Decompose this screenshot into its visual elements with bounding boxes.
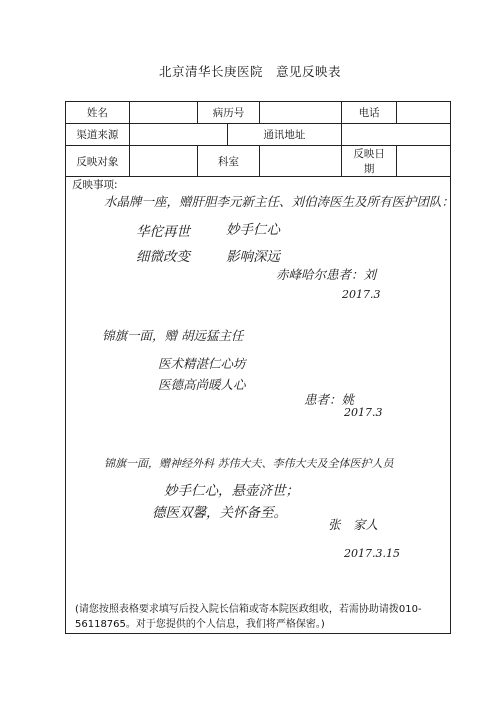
note1-line1: 水晶牌一座，赠肝胆李元新主任、刘伯涛医生及所有医护团队： (104, 194, 455, 209)
note3-line2: 妙手仁心，悬壶济世； (164, 483, 299, 499)
name-label: 姓名 (66, 102, 130, 124)
address-value (342, 124, 451, 146)
note1-signature: 赤峰哈尔患者：刘 (276, 267, 377, 282)
date-value (397, 146, 451, 177)
form-row-name (66, 102, 451, 124)
note1-line3a: 细微改变 (136, 249, 190, 265)
form-row-target (66, 146, 451, 177)
note3-signature: 张 家人 (328, 517, 379, 532)
record-number-value (260, 102, 342, 124)
address-label: 通讯地址 (227, 124, 342, 146)
phone-label: 电话 (342, 102, 397, 124)
target-label: 反映对象 (66, 146, 130, 177)
dept-label: 科室 (197, 146, 260, 177)
note2-line1: 锦旗一面，赠 胡远猛主任 (102, 328, 244, 343)
note1-line2a: 华佗再世 (136, 224, 190, 240)
note2-date: 2017.3 (344, 406, 383, 419)
form-header-table (65, 101, 451, 177)
matters-label: 反映事项: (72, 179, 118, 191)
note1-line3b: 影响深远 (226, 249, 280, 265)
note2-line3: 医德高尚暖人心 (158, 377, 246, 392)
target-value (129, 146, 197, 177)
note2-line2: 医术精湛仁心坊 (158, 356, 246, 371)
channel-label: 渠道来源 (66, 124, 130, 146)
date-label: 反映日期 (342, 146, 397, 177)
name-value (129, 102, 197, 124)
note2-signature: 患者：姚 (304, 392, 355, 407)
channel-value (129, 124, 227, 146)
record-number-label: 病历号 (197, 102, 260, 124)
footer-note: (请您按照表格要求填写后投入院长信箱或寄本院医政组收，若需协助请拨010-56118765。对于您提供的个人信息，我们将严格保密。) (75, 604, 422, 630)
note1-date: 2017.3 (342, 288, 381, 301)
note3-line3: 德医双馨，关怀备至。 (152, 505, 287, 521)
note1-line2b: 妙手仁心 (226, 222, 280, 238)
form-row-channel (66, 124, 451, 146)
form-title: 北京清华长庚医院 意见反映表 (158, 64, 341, 79)
note3-date: 2017.3.15 (344, 547, 400, 560)
feedback-matters-box (65, 173, 455, 634)
dept-value (260, 146, 342, 177)
phone-value (397, 102, 451, 124)
note3-line1: 锦旗一面，赠神经外科 苏伟大夫、李伟大夫及全体医护人员 (104, 457, 394, 470)
